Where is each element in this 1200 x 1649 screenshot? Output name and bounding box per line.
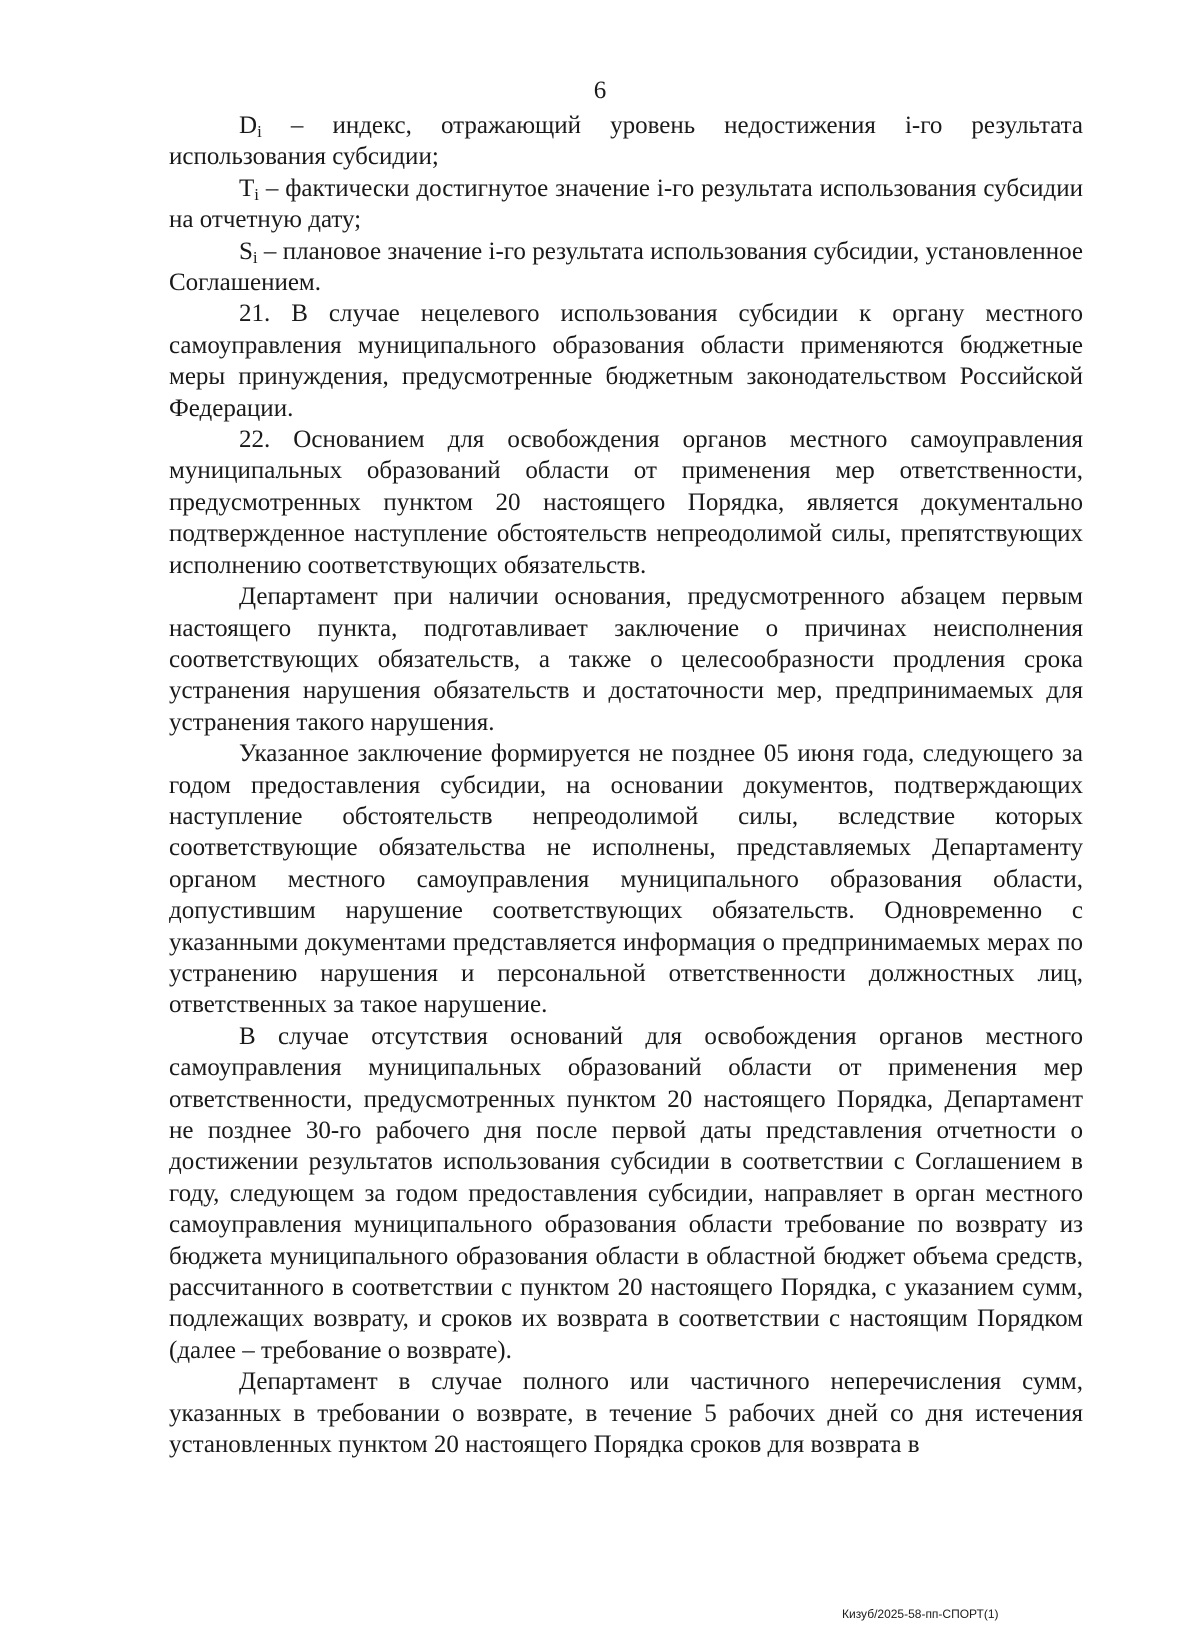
footer-document-code: Кизуб/2025-58-пп-СПОРТ(1): [842, 1607, 999, 1621]
definition-t-text: – фактически достигнутое значение i-го результата использования субсидии на отчетную дату;: [169, 174, 1083, 234]
page-number: 6: [593, 77, 607, 104]
paragraph-conclusion-preparation: Департамент при наличии основания, предусмотренного абзацем первым настоящего пункта, подготавливает заключение о причинах неисполнения соответствующих обязательств, а также о целесообразности продления срока устранения нарушения обязательств и достаточности мер, предпринимаемых для устранения такого нарушения.: [169, 583, 1083, 736]
definition-d: [169, 110, 1083, 173]
definition-s: [169, 236, 1083, 299]
paragraph-return-requirement: В случае отсутствия оснований для освобождения органов местного самоуправления муниципальных образований области от применения мер ответственности, предусмотренных пунктом 20 настоящего Порядка, Департамент не позднее 30-го рабочего дня после первой даты представления отчетности о достижении результатов использования субсидии в соответствии с Соглашением в году, следующем за годом предоставления субсидии, направляет в орган местного самоуправления муниципального образования области требование по возврату из бюджета муниципального образования области в областной бюджет объема средств, рассчитанного в соответствии с пунктом 20 настоящего Порядка, с указанием сумм, подлежащих возврату, и сроков их возврата в соответствии с настоящим Порядком (далее – требование о возврате).: [169, 1022, 1083, 1364]
document-body: [169, 110, 1083, 1460]
symbol-d: D: [239, 112, 258, 139]
symbol-t: T: [239, 174, 255, 202]
subscript-t: i: [254, 184, 260, 204]
subscript-d: i: [257, 122, 262, 141]
definition-s-text: – плановое значение i-го результата использования субсидии, установленное Соглашением.: [169, 237, 1083, 297]
paragraph-22: 22. Основанием для освобождения органов местного самоуправления муниципальных образований области от применения мер ответственности, предусмотренных пунктом 20 настоящего Порядка, является документально подтвержденное наступление обстоятельств непреодолимой силы, препятствующих исполнению соответствующих обязательств.: [169, 426, 1083, 579]
paragraph-21: 21. В случае нецелевого использования субсидии к органу местного самоуправления муниципального образования области применяются бюджетные меры принуждения, предусмотренные бюджетным законодательством Российской Федерации.: [169, 300, 1083, 422]
definition-t: [169, 173, 1083, 236]
subscript-s: i: [252, 247, 258, 267]
paragraph-conclusion-deadline: Указанное заключение формируется не позднее 05 июня года, следующего за годом предоставления субсидии, на основании документов, подтверждающих наступление обстоятельств непреодолимой силы, вследствие которых соответствующие обязательства не исполнены, представляемых Департаменту органом местного самоуправления муниципального образования области, допустившим нарушение соответствующих обязательств. Одновременно с указанными документами представляется информация о предпринимаемых мерах по устранению нарушения и персональной ответственности должностных лиц, ответственных за такое нарушение.: [169, 740, 1083, 1019]
paragraph-non-transfer: Департамент в случае полного или частичного неперечисления сумм, указанных в требовании о возврате, в течение 5 рабочих дней со дня истечения установленных пунктом 20 настоящего Порядка сроков для возврата в: [169, 1368, 1083, 1459]
definition-d-text: – индекс, отражающий уровень недостижения i-го результата использования субсидии;: [169, 112, 1083, 171]
symbol-s: S: [239, 237, 253, 265]
